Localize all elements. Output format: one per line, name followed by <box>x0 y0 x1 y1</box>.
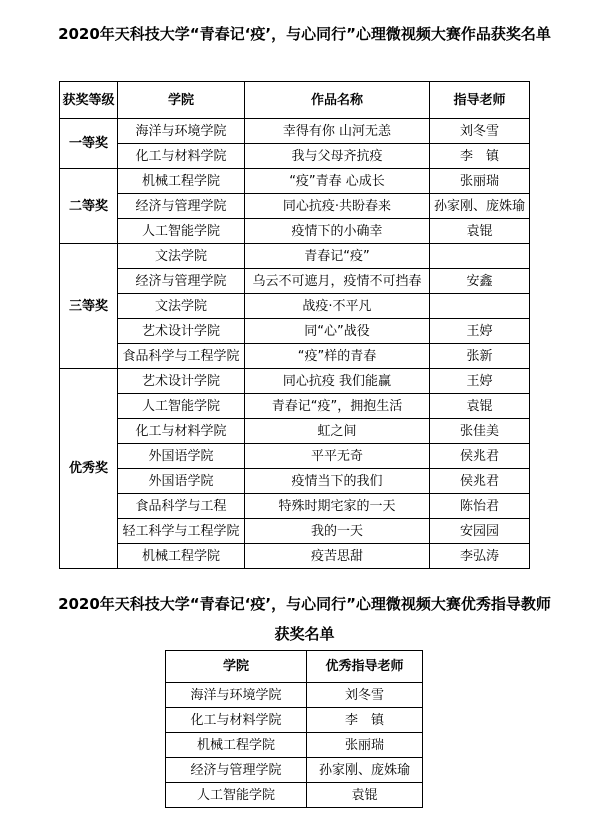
college-cell: 经济与管理学院 <box>166 758 307 783</box>
work-title-cell: 疫苦思甜 <box>245 544 430 569</box>
work-title-cell: “疫”青春 心成长 <box>245 169 430 194</box>
advisor-cell: 陈怡君 <box>430 494 530 519</box>
college-cell: 艺术设计学院 <box>118 319 245 344</box>
table-row <box>166 708 423 733</box>
teacher-cell: 张丽瑞 <box>307 733 423 758</box>
advisor-cell: 孙家刚、庞姝瑜 <box>430 194 530 219</box>
advisor-cell <box>430 244 530 269</box>
work-title-cell: 战疫·不平凡 <box>245 294 430 319</box>
teachers-title-line2: 获奖名单 <box>274 625 335 643</box>
table-row <box>60 494 530 519</box>
award-level: 三等奖 <box>60 244 118 369</box>
college-cell: 人工智能学院 <box>118 219 245 244</box>
advisor-cell: 袁锟 <box>430 219 530 244</box>
table-row <box>60 519 530 544</box>
table-row <box>60 244 530 269</box>
award-level: 优秀奖 <box>60 369 118 569</box>
table-row <box>60 119 530 144</box>
table-row <box>60 194 530 219</box>
work-title-cell: 青春记“疫”，拥抱生活 <box>245 394 430 419</box>
work-title-cell: 同“心”战役 <box>245 319 430 344</box>
work-title-cell: 青春记“疫” <box>245 244 430 269</box>
table-row <box>60 319 530 344</box>
college-cell: 轻工科学与工程学院 <box>118 519 245 544</box>
table-row <box>60 169 530 194</box>
college-cell: 食品科学与工程学院 <box>118 344 245 369</box>
college-cell: 机械工程学院 <box>118 169 245 194</box>
awards-header-row <box>60 82 530 119</box>
college-cell: 外国语学院 <box>118 469 245 494</box>
work-title-cell: 乌云不可遮月，疫情不可挡春 <box>245 269 430 294</box>
college-cell: 海洋与环境学院 <box>118 119 245 144</box>
advisor-cell: 王婷 <box>430 369 530 394</box>
table-row <box>60 469 530 494</box>
table-row <box>60 269 530 294</box>
teacher-cell: 袁锟 <box>307 783 423 808</box>
table-row <box>60 394 530 419</box>
advisor-cell: 袁锟 <box>430 394 530 419</box>
header-level: 获奖等级 <box>60 82 118 119</box>
advisor-cell: 安园园 <box>430 519 530 544</box>
college-cell: 文法学院 <box>118 294 245 319</box>
teacher-cell: 李 镇 <box>307 708 423 733</box>
table-row <box>166 758 423 783</box>
college-cell: 艺术设计学院 <box>118 369 245 394</box>
college-cell: 化工与材料学院 <box>118 144 245 169</box>
award-level: 二等奖 <box>60 169 118 244</box>
table-row <box>60 144 530 169</box>
college-cell: 外国语学院 <box>118 444 245 469</box>
advisor-cell: 张丽瑞 <box>430 169 530 194</box>
teachers-table-body <box>166 683 423 808</box>
header-advisor: 指导老师 <box>430 82 530 119</box>
award-level: 一等奖 <box>60 119 118 169</box>
college-cell: 人工智能学院 <box>118 394 245 419</box>
work-title-cell: “疫”样的青春 <box>245 344 430 369</box>
table-row <box>60 294 530 319</box>
college-cell: 文法学院 <box>118 244 245 269</box>
advisor-cell: 王婷 <box>430 319 530 344</box>
header-college: 学院 <box>166 651 307 683</box>
advisor-cell: 侯兆君 <box>430 469 530 494</box>
college-cell: 机械工程学院 <box>118 544 245 569</box>
header-teacher: 优秀指导老师 <box>307 651 423 683</box>
table-row <box>166 683 423 708</box>
teachers-title-line1: 2020年天科技大学“青春记‘疫’，与心同行”心理微视频大赛优秀指导教师 <box>58 595 551 613</box>
table-row <box>166 733 423 758</box>
awards-table-body <box>60 119 530 569</box>
work-title-cell: 幸得有你 山河无恙 <box>245 119 430 144</box>
work-title-cell: 疫情下的小确幸 <box>245 219 430 244</box>
advisor-cell <box>430 294 530 319</box>
work-title-cell: 平平无奇 <box>245 444 430 469</box>
table-row <box>60 444 530 469</box>
college-cell: 经济与管理学院 <box>118 269 245 294</box>
teachers-header-row <box>166 651 423 683</box>
awards-table <box>59 81 530 569</box>
college-cell: 化工与材料学院 <box>166 708 307 733</box>
table-row <box>60 344 530 369</box>
teacher-cell: 孙家刚、庞姝瑜 <box>307 758 423 783</box>
advisor-cell: 李 镇 <box>430 144 530 169</box>
college-cell: 食品科学与工程 <box>118 494 245 519</box>
work-title-cell: 同心抗疫·共盼春来 <box>245 194 430 219</box>
table-row <box>60 544 530 569</box>
college-cell: 机械工程学院 <box>166 733 307 758</box>
header-college: 学院 <box>118 82 245 119</box>
advisor-cell: 刘冬雪 <box>430 119 530 144</box>
college-cell: 经济与管理学院 <box>118 194 245 219</box>
awards-title: 2020年天科技大学“青春记‘疫’，与心同行”心理微视频大赛作品获奖名单 <box>58 25 551 43</box>
teacher-cell: 刘冬雪 <box>307 683 423 708</box>
college-cell: 人工智能学院 <box>166 783 307 808</box>
advisor-cell: 安鑫 <box>430 269 530 294</box>
table-row <box>60 219 530 244</box>
table-row <box>60 369 530 394</box>
work-title-cell: 虹之间 <box>245 419 430 444</box>
teachers-table <box>165 650 423 808</box>
advisor-cell: 张新 <box>430 344 530 369</box>
advisor-cell: 李弘涛 <box>430 544 530 569</box>
table-row <box>60 419 530 444</box>
advisor-cell: 张佳美 <box>430 419 530 444</box>
advisor-cell: 侯兆君 <box>430 444 530 469</box>
table-row <box>166 783 423 808</box>
work-title-cell: 我与父母齐抗疫 <box>245 144 430 169</box>
college-cell: 化工与材料学院 <box>118 419 245 444</box>
work-title-cell: 我的一天 <box>245 519 430 544</box>
work-title-cell: 特殊时期宅家的一天 <box>245 494 430 519</box>
header-work: 作品名称 <box>245 82 430 119</box>
work-title-cell: 同心抗疫 我们能赢 <box>245 369 430 394</box>
college-cell: 海洋与环境学院 <box>166 683 307 708</box>
work-title-cell: 疫情当下的我们 <box>245 469 430 494</box>
